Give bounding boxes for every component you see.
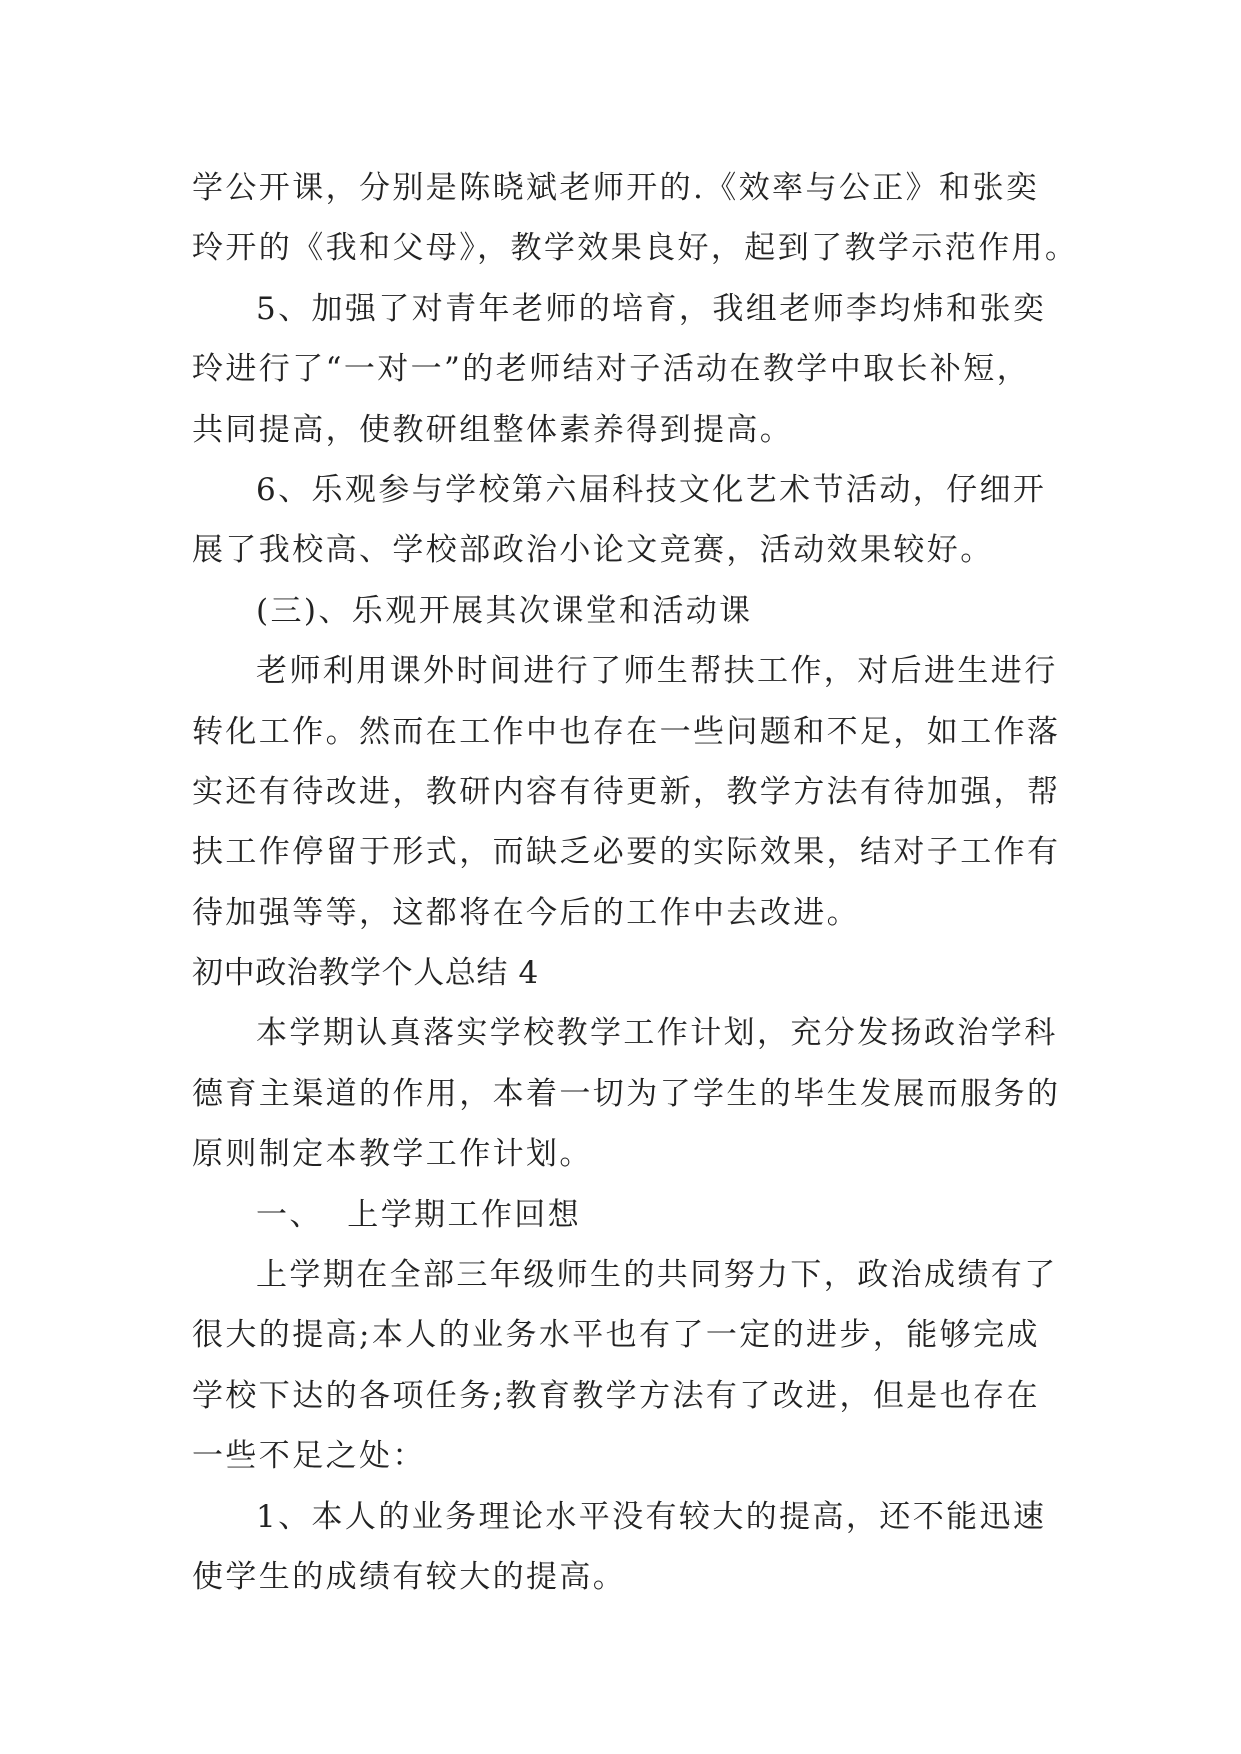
paragraph-line: 本学期认真落实学校教学工作计划，充分发扬政治学科 xyxy=(256,1015,1058,1052)
paragraph-line: 玲开的《我和父母》，教学效果良好，起到了教学示范作用。 xyxy=(192,230,1079,267)
paragraph-line: 实还有待改进，教研内容有待更新，教学方法有待加强，帮 xyxy=(192,773,1061,810)
paragraph-line: 玲进行了“一对一”的老师结对子活动在教学中取长补短， xyxy=(192,351,1031,388)
paragraph-line: 学公开课，分别是陈晓斌老师开的.《效率与公正》和张奕 xyxy=(192,170,1040,206)
paragraph-line: 展了我校高、学校部政治小论文竞赛，活动效果较好。 xyxy=(192,532,994,569)
paragraph-line: 学校下达的各项任务;教育教学方法有了改进，但是也存在 xyxy=(192,1377,1040,1414)
paragraph-line: 老师利用课外时间进行了师生帮扶工作，对后进生进行 xyxy=(256,653,1058,690)
paragraph-line: 德育主渠道的作用，本着一切为了学生的毕生发展而服务的 xyxy=(192,1075,1061,1112)
subsection-heading: 一、 上学期工作回想 xyxy=(256,1196,582,1233)
paragraph-line: 使学生的成绩有较大的提高。 xyxy=(192,1558,627,1595)
paragraph-line: 待加强等等，这都将在今后的工作中去改进。 xyxy=(192,894,860,931)
paragraph-line: 5、加强了对青年老师的培育，我组老师李均炜和张奕 xyxy=(256,290,1047,327)
paragraph-line: 共同提高，使教研组整体素养得到提高。 xyxy=(192,411,794,448)
paragraph-line: 上学期在全部三年级师生的共同努力下，政治成绩有了 xyxy=(256,1257,1058,1294)
section-title: 初中政治教学个人总结 4 xyxy=(192,955,539,992)
subsection-heading: (三)、乐观开展其次课堂和活动课 xyxy=(256,592,753,629)
paragraph-line: 很大的提高;本人的业务水平也有了一定的进步，能够完成 xyxy=(192,1317,1040,1354)
paragraph-line: 1、本人的业务理论水平没有较大的提高，还不能迅速 xyxy=(256,1498,1047,1535)
paragraph-line: 6、乐观参与学校第六届科技文化艺术节活动，仔细开 xyxy=(256,471,1047,508)
paragraph-line: 一些不足之处： xyxy=(192,1438,426,1475)
paragraph-line: 扶工作停留于形式，而缺乏必要的实际效果，结对子工作有 xyxy=(192,834,1061,871)
paragraph-line: 原则制定本教学工作计划。 xyxy=(192,1136,593,1173)
document-body xyxy=(192,158,1079,1607)
paragraph-line: 转化工作。然而在工作中也存在一些问题和不足，如工作落 xyxy=(192,713,1061,750)
